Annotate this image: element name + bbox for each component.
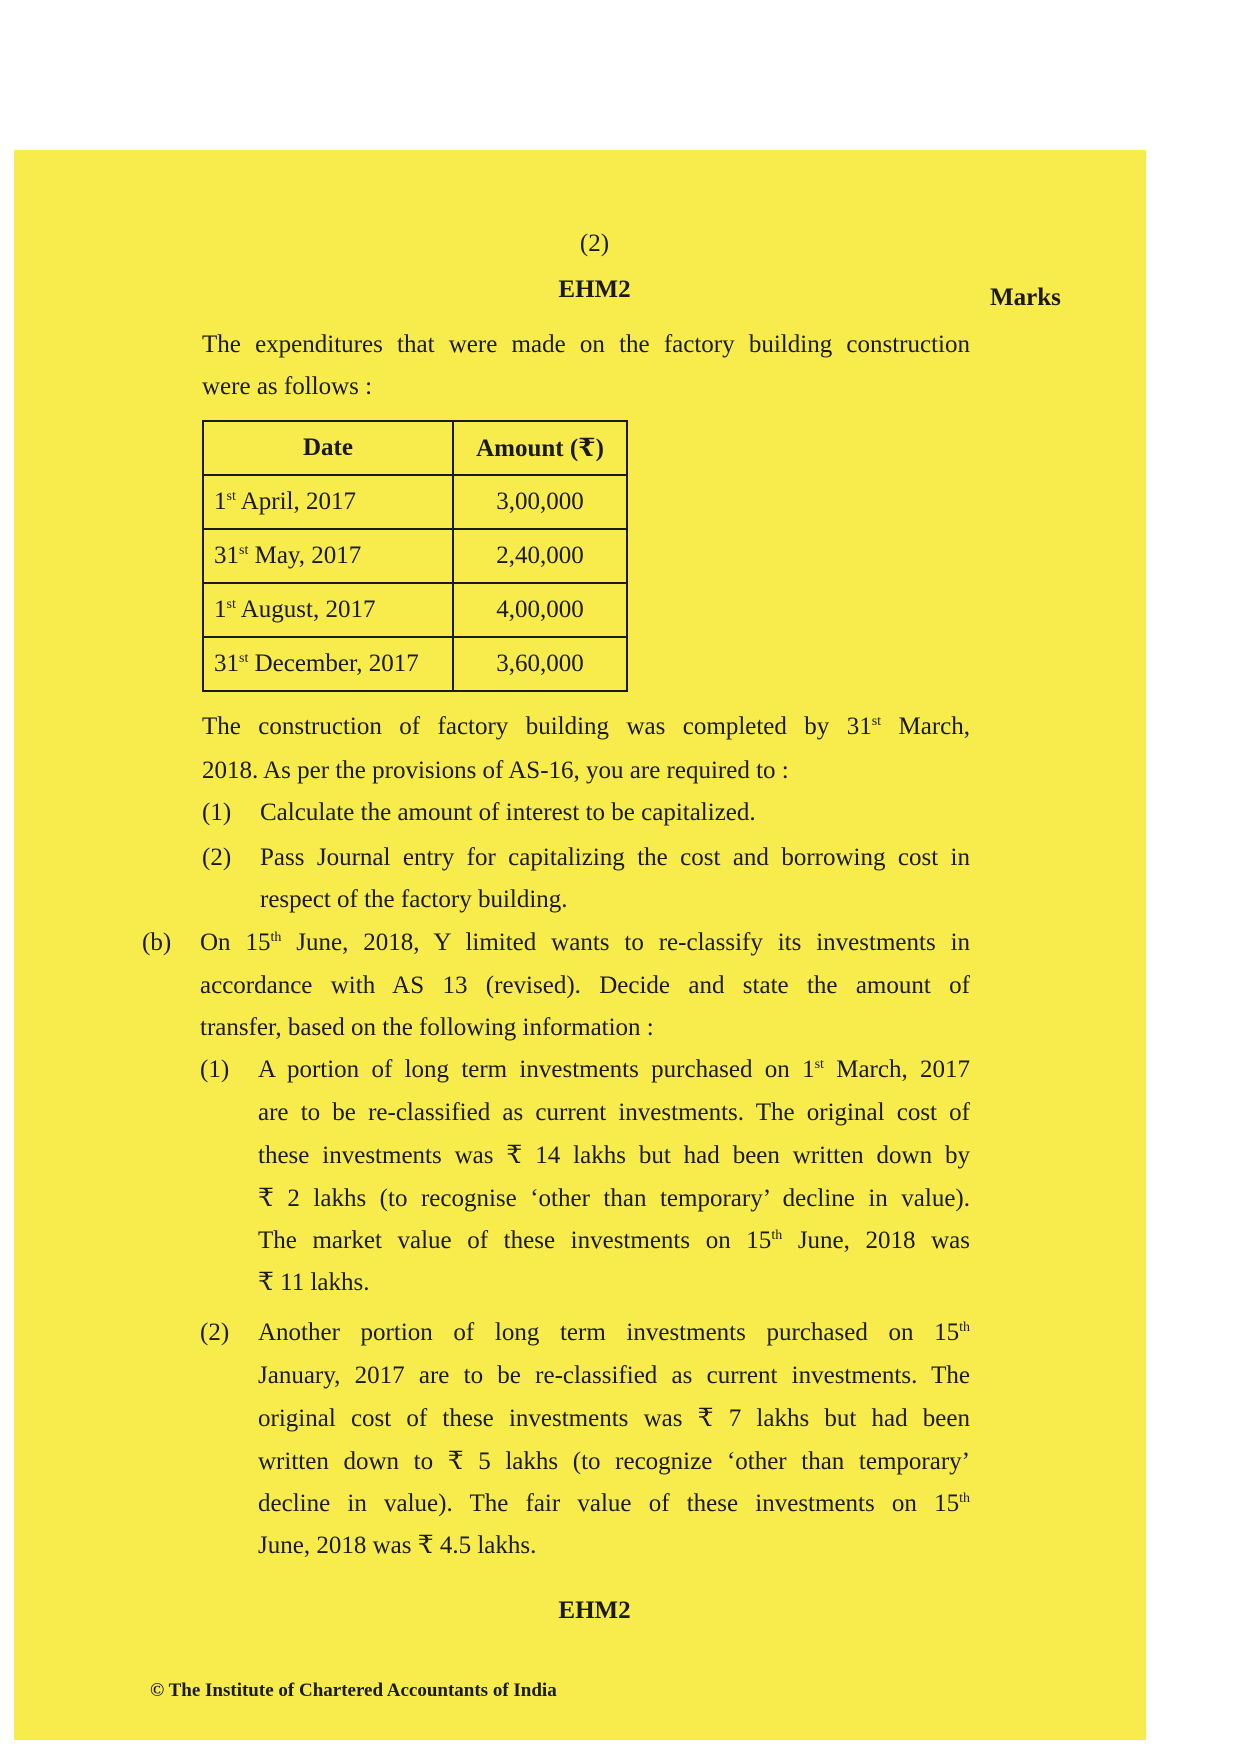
intro-line-2: were as follows :	[202, 373, 373, 400]
part-b-line-1	[200, 928, 970, 958]
date-rest: May, 2017	[254, 542, 362, 569]
table-header-row	[203, 421, 627, 475]
completion-line-2: 2018. As per the provisions of AS-16, you are required to :	[202, 757, 789, 784]
table-row	[203, 475, 627, 529]
table-row	[203, 583, 627, 637]
completion-suffix: st	[871, 714, 882, 729]
date-day: 31	[214, 542, 239, 569]
requirement-number: (1)	[202, 799, 232, 826]
requirement-number: (2)	[202, 844, 232, 871]
investment-item-number: (1)	[200, 1056, 230, 1083]
part-b-line-3: transfer, based on the following information :	[200, 1014, 654, 1041]
date-cell	[203, 637, 453, 691]
investment-item-line	[258, 1226, 970, 1256]
investment-text-a: The market value of these investments on 15	[258, 1227, 772, 1254]
investment-item-line: ₹ 11 lakhs.	[258, 1269, 370, 1296]
investment-item-number: (2)	[200, 1319, 230, 1346]
amount-cell: 4,00,000	[453, 583, 627, 637]
column-header-date: Date	[203, 421, 453, 475]
marks-label: Marks	[990, 284, 1061, 311]
date-day: 31	[214, 650, 239, 677]
investment-item-line: written down to ₹ 5 lakhs (to recognize ‘other than temporary’	[258, 1448, 970, 1475]
copyright-notice: © The Institute of Chartered Accountants of India	[150, 1680, 557, 1701]
investment-item-line: these investments was ₹ 14 lakhs but had been written down by	[258, 1142, 970, 1169]
part-b-label: (b)	[142, 929, 172, 956]
intro-line-1: The expenditures that were made on the factory building construction	[202, 331, 970, 358]
completion-line-1	[202, 712, 970, 742]
paper-code-header: EHM2	[558, 276, 631, 303]
investment-suffix: th	[771, 1228, 783, 1243]
amount-cell: 2,40,000	[453, 529, 627, 583]
completion-text-a: The construction of factory building was completed by 31	[202, 713, 872, 740]
paper-code-footer: EHM2	[558, 1597, 631, 1624]
requirement-text: Calculate the amount of interest to be capitalized.	[260, 799, 756, 826]
part-b-suffix: th	[270, 930, 282, 945]
date-day: 1	[214, 596, 227, 623]
completion-text-b: March,	[898, 713, 970, 740]
investment-text-a: Another portion of long term investments purchased on 15	[258, 1319, 960, 1346]
investment-item-line	[258, 1055, 970, 1085]
date-suffix: st	[226, 489, 236, 504]
column-header-amount: Amount (₹)	[453, 421, 627, 475]
date-suffix: st	[239, 543, 249, 558]
requirement-text: respect of the factory building.	[260, 886, 568, 913]
expenditure-table	[202, 420, 628, 692]
amount-cell: 3,60,000	[453, 637, 627, 691]
part-b-line-2: accordance with AS 13 (revised). Decide and state the amount of	[200, 972, 970, 999]
table-row	[203, 529, 627, 583]
investment-item-line: January, 2017 are to be re-classified as current investments. The	[258, 1362, 970, 1389]
date-cell	[203, 475, 453, 529]
date-cell	[203, 583, 453, 637]
date-rest: April, 2017	[240, 488, 356, 515]
date-cell	[203, 529, 453, 583]
date-rest: December, 2017	[254, 650, 419, 677]
date-suffix: st	[239, 651, 249, 666]
investment-text-b: June, 2018 was	[797, 1227, 970, 1254]
table-row	[203, 637, 627, 691]
investment-item-line	[258, 1489, 970, 1519]
part-b-text-a: On 15	[200, 929, 271, 956]
investment-item-line: June, 2018 was ₹ 4.5 lakhs.	[258, 1532, 537, 1559]
investment-item-line: are to be re-classified as current investments. The original cost of	[258, 1099, 970, 1126]
page-number: (2)	[579, 230, 610, 257]
investment-item-line	[258, 1318, 970, 1348]
investment-item-line: original cost of these investments was ₹ 7 lakhs but had been	[258, 1405, 970, 1432]
part-b-text-b: June, 2018, Y limited wants to re-classify its investments in	[296, 929, 971, 956]
investment-text-a: A portion of long term investments purchased on 1	[258, 1056, 815, 1083]
date-suffix: st	[226, 597, 236, 612]
investment-text-a: decline in value). The fair value of these investments on 15	[258, 1490, 960, 1517]
date-rest: August, 2017	[240, 596, 376, 623]
investment-suffix: th	[959, 1320, 970, 1335]
investment-text-b: March, 2017	[836, 1056, 971, 1083]
date-day: 1	[214, 488, 227, 515]
investment-suffix: th	[959, 1491, 970, 1506]
amount-cell: 3,00,000	[453, 475, 627, 529]
requirement-text: Pass Journal entry for capitalizing the cost and borrowing cost in	[260, 844, 970, 871]
investment-suffix: st	[814, 1057, 824, 1072]
investment-item-line: ₹ 2 lakhs (to recognise ‘other than temporary’ decline in value).	[258, 1185, 970, 1212]
